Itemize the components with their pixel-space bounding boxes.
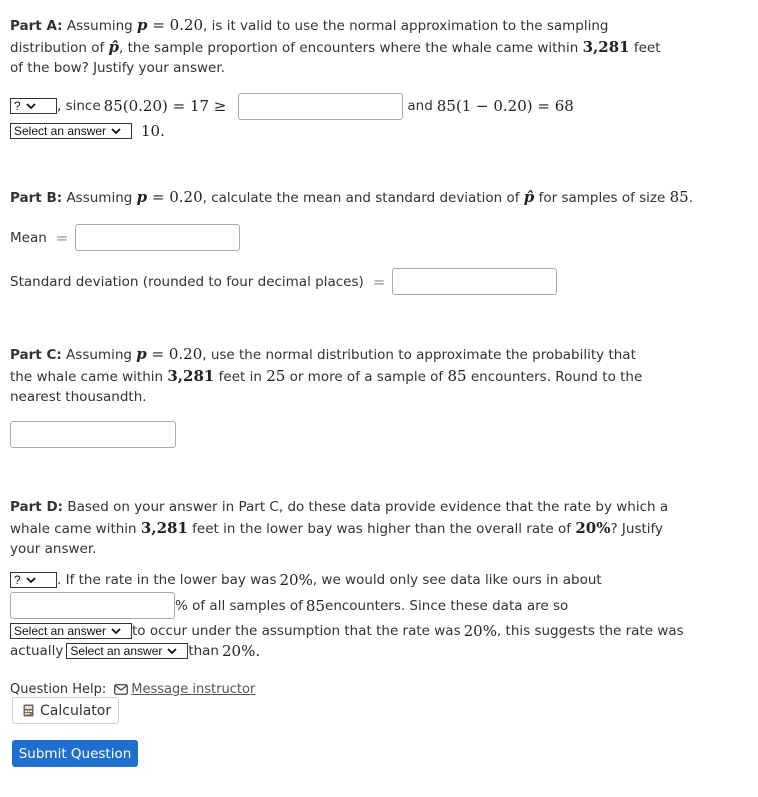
- text: , use the normal distribution to approximate the probability that the whale came within: [10, 347, 636, 385]
- text: encounters. Round to the nearest thousandth.: [10, 368, 643, 405]
- sd-row: [10, 268, 557, 295]
- part-c-question: [10, 344, 660, 408]
- text: encounters. Since these data are so: [325, 597, 569, 614]
- select-value: Select an answer: [14, 624, 107, 638]
- text: . If the rate in the lower bay was: [57, 572, 277, 588]
- sd-label: Standard deviation (rounded to four decimal places): [10, 273, 364, 290]
- question-help-label: Question Help:: [10, 681, 107, 697]
- mean-row: [10, 224, 240, 251]
- calculator-icon: [23, 704, 34, 717]
- math-p: p: [137, 16, 148, 34]
- select-value: Select an answer: [14, 124, 107, 138]
- chevron-down-icon: [167, 648, 177, 655]
- text: , is it valid to use the normal approximation to the sampling distribution of: [10, 18, 609, 56]
- chevron-down-icon: [26, 103, 36, 110]
- part-a-answer-line1: [10, 93, 574, 119]
- text: feet in the lower bay was higher than the overall rate of: [187, 520, 576, 537]
- part-d-line3: [10, 622, 684, 640]
- text: to occur under the assumption that the rate was: [132, 623, 461, 639]
- submit-question-button[interactable]: [12, 740, 138, 767]
- chevron-down-icon: [111, 128, 121, 135]
- part-d-likelihood-select[interactable]: [10, 623, 132, 639]
- text: Assuming: [62, 18, 138, 34]
- math-value: = 0.20: [146, 345, 203, 363]
- mean-label: Mean: [10, 229, 47, 246]
- text: or more of a sample of: [285, 368, 448, 385]
- math-distance: 3,281: [140, 518, 188, 537]
- math-equals: =: [55, 228, 69, 247]
- select-value: Select an answer: [70, 644, 163, 658]
- math-equals: =: [372, 272, 386, 291]
- mean-input[interactable]: [75, 224, 240, 251]
- text: ? Justify your answer.: [10, 520, 664, 557]
- math-value: 85: [447, 366, 467, 385]
- math-value: 85: [305, 596, 326, 615]
- math-phat: p̂: [523, 188, 535, 206]
- math-value: = 0.20: [147, 188, 203, 206]
- text: Assuming: [62, 190, 137, 206]
- part-a-comparison-select[interactable]: [10, 123, 132, 139]
- math-value: = 0.20: [147, 16, 204, 34]
- text: .: [688, 190, 694, 206]
- part-a-answer-input[interactable]: [238, 93, 403, 120]
- text: for samples of size: [534, 190, 670, 206]
- select-value: ?: [14, 573, 21, 587]
- text: actually: [10, 643, 64, 659]
- part-a-label: Part A:: [10, 18, 63, 34]
- math-value: 10.: [141, 122, 165, 140]
- part-d-line4: [10, 642, 260, 660]
- message-instructor-text: Message instructor: [131, 681, 256, 697]
- chevron-down-icon: [26, 577, 36, 584]
- select-value: ?: [14, 99, 21, 113]
- text: and: [407, 98, 433, 114]
- part-c-label: Part C:: [10, 347, 62, 363]
- math-value: 25: [266, 366, 286, 385]
- math-value: 85: [669, 188, 689, 206]
- part-d-label: Part D:: [10, 499, 64, 515]
- math-rate: 20%: [279, 571, 313, 589]
- message-instructor-link[interactable]: [114, 682, 255, 697]
- text: % of all samples of: [175, 597, 303, 614]
- text: feet of the bow? Justify your answer.: [10, 39, 661, 76]
- text: Based on your answer in Part C, do these data provide evidence that the rate by which a whale came within: [10, 499, 669, 537]
- text: , this suggests the rate was: [496, 623, 684, 639]
- math-phat: p̂: [108, 37, 120, 56]
- part-d-line2: [10, 592, 568, 619]
- text: than: [188, 643, 219, 659]
- part-a-question: [10, 15, 670, 79]
- part-b-label: Part B:: [10, 190, 63, 206]
- part-d-percent-input[interactable]: [10, 592, 175, 619]
- part-d-question: [10, 497, 670, 560]
- math-p: p: [136, 345, 147, 363]
- math-rate: 20%: [463, 622, 497, 640]
- math-expression: 85(1 − 0.20) = 68: [436, 97, 574, 115]
- text: , since: [57, 98, 101, 114]
- part-c-answer-input[interactable]: [10, 421, 176, 448]
- calculator-button[interactable]: [12, 697, 119, 724]
- math-rate: 20%.: [222, 642, 261, 660]
- part-d-direction-select[interactable]: [66, 643, 188, 659]
- math-distance: 3,281: [167, 366, 215, 385]
- part-b-question: [10, 187, 710, 209]
- calculator-label: Calculator: [40, 702, 112, 719]
- question-help: [10, 680, 255, 698]
- part-d-line1: [10, 571, 602, 589]
- part-a-answer-line2: [10, 122, 165, 140]
- math-p: p: [136, 188, 148, 206]
- sd-input[interactable]: [392, 268, 557, 295]
- math-distance: 3,281: [582, 37, 630, 56]
- text: , the sample proportion of encounters where the whale came within: [119, 39, 583, 56]
- submit-label: Submit Question: [18, 745, 132, 762]
- mail-icon: [114, 684, 128, 695]
- chevron-down-icon: [111, 628, 121, 635]
- math-expression: 85(0.20) = 17 ≥: [103, 97, 227, 115]
- part-a-validity-select[interactable]: [10, 98, 57, 114]
- text: Assuming: [61, 347, 137, 363]
- text: feet in: [214, 368, 267, 385]
- text: , we would only see data like ours in about: [312, 572, 602, 588]
- text: , calculate the mean and standard deviation of: [202, 190, 524, 206]
- part-d-evidence-select[interactable]: [10, 572, 57, 588]
- math-rate: 20%: [575, 518, 611, 537]
